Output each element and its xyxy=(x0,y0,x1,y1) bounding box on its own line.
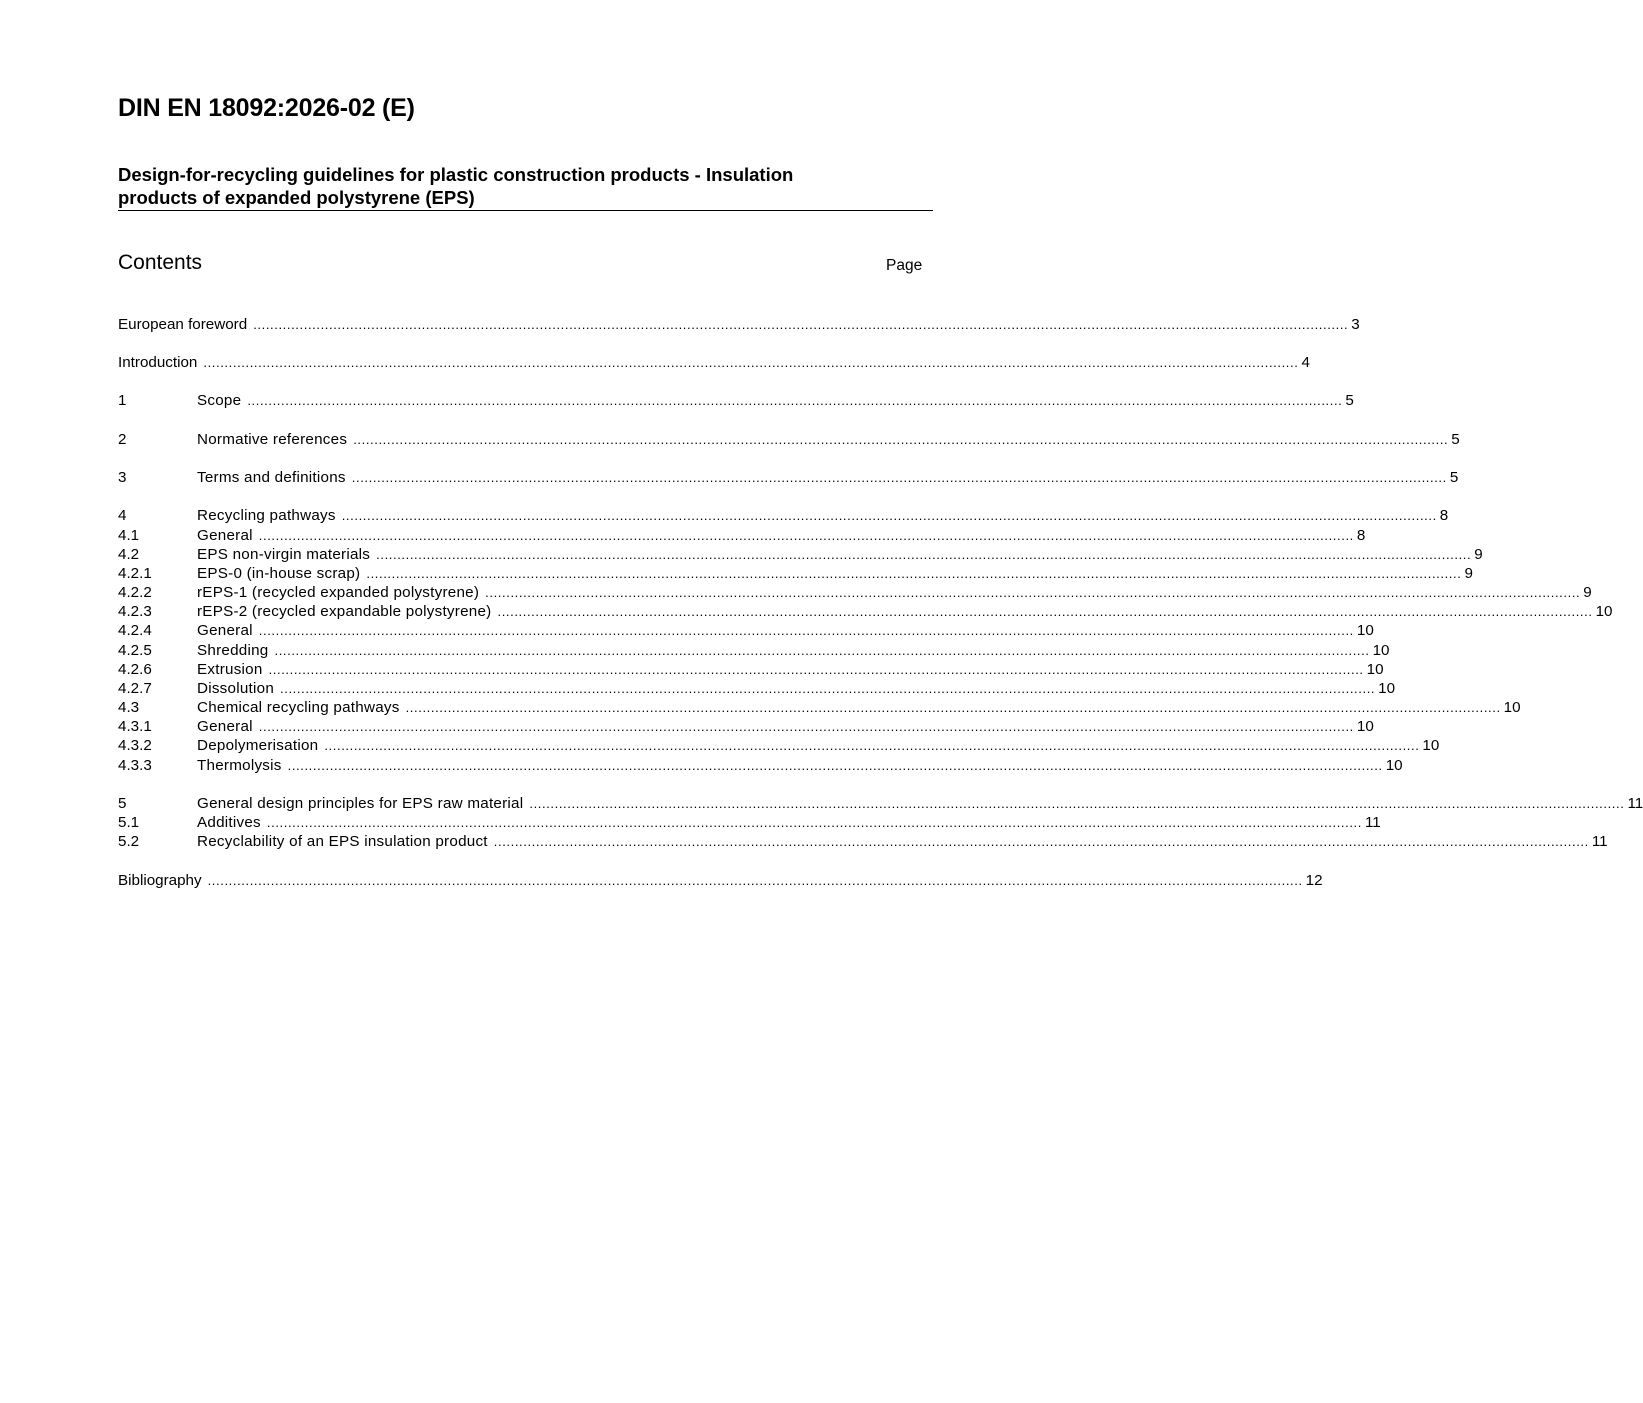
toc-entry[interactable] xyxy=(118,545,1483,564)
toc-entry-title: Dissolution xyxy=(197,680,275,697)
toc-page-number: 10 xyxy=(1385,757,1403,774)
toc-entry[interactable] xyxy=(118,602,1613,621)
document-title-line-1: Design-for-recycling guidelines for plastic construction products - Insulation xyxy=(118,164,794,185)
toc-entry[interactable] xyxy=(118,736,1440,755)
toc-dot-leader: .................................................................................................................................................................................................................................................................... xyxy=(268,662,1364,677)
toc-dot-leader: .................................................................................................................................................................................................................................................................... xyxy=(353,432,1449,447)
toc-dot-leader: .................................................................................................................................................................................................................................................................... xyxy=(366,566,1462,581)
toc-page-number: 11 xyxy=(1591,833,1608,850)
toc-section-number: 4.1 xyxy=(118,527,140,544)
toc-page-number: 3 xyxy=(1351,316,1360,333)
toc-section-number: 4.2.1 xyxy=(118,565,152,582)
toc-page-number: 4 xyxy=(1301,354,1310,371)
toc-entry[interactable] xyxy=(118,468,1459,487)
toc-entry-title: Scope xyxy=(197,392,242,409)
toc-dot-leader: .................................................................................................................................................................................................................................................................... xyxy=(485,585,1581,600)
toc-dot-leader: .................................................................................................................................................................................................................................................................... xyxy=(247,393,1343,408)
toc-section-number: 5 xyxy=(118,795,127,812)
toc-entry-title: General xyxy=(197,718,253,735)
toc-entry-title: Normative references xyxy=(197,431,348,448)
toc-section-number: 1 xyxy=(118,392,127,409)
toc-dot-leader: .................................................................................................................................................................................................................................................................... xyxy=(207,873,1303,888)
toc-entry[interactable] xyxy=(118,506,1449,525)
toc-section-number: 4.2 xyxy=(118,546,140,563)
toc-dot-leader: .................................................................................................................................................................................................................................................................... xyxy=(405,700,1501,715)
toc-section-number: 2 xyxy=(118,431,127,448)
toc-page-number: 10 xyxy=(1595,603,1613,620)
toc-section-number: 5.2 xyxy=(118,833,140,850)
toc-entry[interactable] xyxy=(118,679,1396,698)
toc-entry-title: European foreword xyxy=(118,316,248,333)
toc-dot-leader: .................................................................................................................................................................................................................................................................... xyxy=(258,719,1354,734)
toc-section-number: 4 xyxy=(118,507,127,524)
toc-dot-leader: .................................................................................................................................................................................................................................................................... xyxy=(287,758,1383,773)
toc-page-number: 5 xyxy=(1345,392,1354,409)
toc-section-number: 4.2.6 xyxy=(118,661,152,678)
toc-page-number: 10 xyxy=(1366,661,1384,678)
toc-dot-leader: .................................................................................................................................................................................................................................................................... xyxy=(203,355,1299,370)
toc-entry-title: Introduction xyxy=(118,354,198,371)
toc-section-number: 3 xyxy=(118,469,127,486)
toc-dot-leader: .................................................................................................................................................................................................................................................................... xyxy=(258,528,1354,543)
toc-section-number: 4.3 xyxy=(118,699,140,716)
toc-section-number: 4.2.4 xyxy=(118,622,152,639)
toc-page-number: 11 xyxy=(1627,795,1643,812)
toc-entry-title: Terms and definitions xyxy=(197,469,346,486)
toc-dot-leader: .................................................................................................................................................................................................................................................................... xyxy=(497,604,1593,619)
toc-dot-leader: .................................................................................................................................................................................................................................................................... xyxy=(493,834,1589,849)
toc-entry-title: General design principles for EPS raw material xyxy=(197,795,524,812)
toc-section-number: 4.3.1 xyxy=(118,718,152,735)
toc-page-number: 5 xyxy=(1451,431,1460,448)
toc-dot-leader: .................................................................................................................................................................................................................................................................... xyxy=(266,815,1362,830)
toc-entry-title: Extrusion xyxy=(197,661,263,678)
toc-page-number: 12 xyxy=(1305,872,1323,889)
toc-page-number: 10 xyxy=(1503,699,1521,716)
toc-entry[interactable] xyxy=(118,794,1643,813)
toc-section-number: 4.2.3 xyxy=(118,603,152,620)
toc-entry-title: General xyxy=(197,622,253,639)
toc-section-number: 4.2.7 xyxy=(118,680,152,697)
toc-entry[interactable] xyxy=(118,353,1310,372)
toc-entry-title: rEPS-2 (recycled expandable polystyrene) xyxy=(197,603,492,620)
toc-entry-title: EPS non-virgin materials xyxy=(197,546,371,563)
toc-dot-leader: .................................................................................................................................................................................................................................................................... xyxy=(341,508,1437,523)
toc-entry[interactable] xyxy=(118,698,1521,717)
toc-page-number: 9 xyxy=(1464,565,1473,582)
toc-section-number: 5.1 xyxy=(118,814,140,831)
toc-page-number: 11 xyxy=(1364,814,1381,831)
document-id: DIN EN 18092:2026-02 (E) xyxy=(118,94,415,122)
toc-entry-title: Depolymerisation xyxy=(197,737,319,754)
toc-dot-leader: .................................................................................................................................................................................................................................................................... xyxy=(258,623,1354,638)
toc-entry[interactable] xyxy=(118,717,1374,736)
toc-entry[interactable] xyxy=(118,430,1460,449)
toc-entry-title: Chemical recycling pathways xyxy=(197,699,400,716)
document-title xyxy=(118,163,933,211)
toc-entry-title: rEPS-1 (recycled expanded polystyrene) xyxy=(197,584,480,601)
toc-entry[interactable] xyxy=(118,641,1390,660)
toc-section-number: 4.3.2 xyxy=(118,737,152,754)
toc-page-number: 10 xyxy=(1422,737,1440,754)
toc-entry-title: General xyxy=(197,527,253,544)
toc-section-number: 4.3.3 xyxy=(118,757,152,774)
toc-entry[interactable] xyxy=(118,756,1403,775)
toc-entry[interactable] xyxy=(118,583,1592,602)
toc-entry-title: Additives xyxy=(197,814,261,831)
contents-heading: Contents xyxy=(118,251,203,274)
toc-entry[interactable] xyxy=(118,526,1366,545)
toc-entry-title: Bibliography xyxy=(118,872,202,889)
toc-page-number: 10 xyxy=(1356,622,1374,639)
toc-entry[interactable] xyxy=(118,391,1354,410)
toc-section-number: 4.2.5 xyxy=(118,642,152,659)
toc-page-number: 10 xyxy=(1356,718,1374,735)
toc-entry-title: Shredding xyxy=(197,642,269,659)
document-title-line-2: products of expanded polystyrene (EPS) xyxy=(118,187,475,208)
page-column-label: Page xyxy=(886,257,923,274)
toc-dot-leader: .................................................................................................................................................................................................................................................................... xyxy=(280,681,1376,696)
toc-dot-leader: .................................................................................................................................................................................................................................................................... xyxy=(529,796,1625,811)
toc-entry[interactable] xyxy=(118,813,1381,832)
toc-dot-leader: .................................................................................................................................................................................................................................................................... xyxy=(324,738,1420,753)
toc-dot-leader: .................................................................................................................................................................................................................................................................... xyxy=(253,317,1349,332)
toc-entry[interactable] xyxy=(118,564,1473,583)
toc-page-number: 8 xyxy=(1356,527,1366,544)
toc-page-number: 10 xyxy=(1378,680,1396,697)
toc-section-number: 4.2.2 xyxy=(118,584,152,601)
toc-entry[interactable] xyxy=(118,315,1360,334)
toc-entry-title: Recyclability of an EPS insulation product xyxy=(197,833,488,850)
toc-entry[interactable] xyxy=(118,621,1374,640)
toc-page-number: 5 xyxy=(1449,469,1459,486)
toc-dot-leader: .................................................................................................................................................................................................................................................................... xyxy=(274,643,1370,658)
toc-entry-title: Thermolysis xyxy=(197,757,282,774)
toc-page-number: 9 xyxy=(1583,584,1592,601)
toc-page-number: 8 xyxy=(1439,507,1449,524)
toc-entry[interactable] xyxy=(118,832,1608,851)
toc-page-number: 9 xyxy=(1474,546,1483,563)
toc-dot-leader: .................................................................................................................................................................................................................................................................... xyxy=(351,470,1447,485)
toc-entry[interactable] xyxy=(118,871,1323,890)
toc-page-number: 10 xyxy=(1372,642,1390,659)
toc-entry-title: EPS-0 (in-house scrap) xyxy=(197,565,361,582)
toc-dot-leader: .................................................................................................................................................................................................................................................................... xyxy=(376,547,1472,562)
toc-entry-title: Recycling pathways xyxy=(197,507,336,524)
toc-entry[interactable] xyxy=(118,660,1384,679)
